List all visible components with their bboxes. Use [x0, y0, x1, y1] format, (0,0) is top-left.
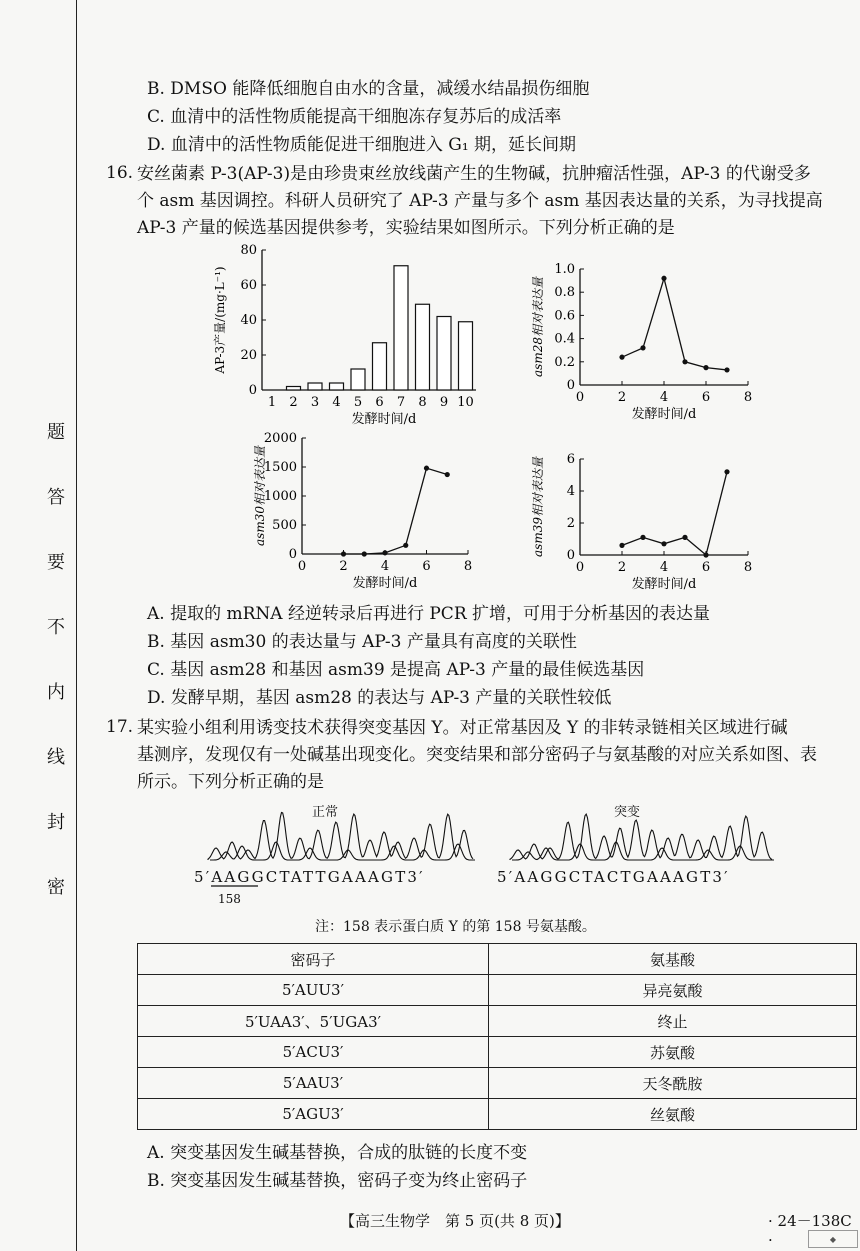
- table-row: [138, 1068, 857, 1099]
- margin-char: 要: [47, 552, 65, 573]
- table-header: 密码子: [138, 944, 489, 975]
- data-point: [703, 365, 708, 370]
- data-point: [362, 551, 367, 556]
- table-cell: 苏氨酸: [489, 1037, 857, 1068]
- chromatogram-trace: [512, 842, 774, 860]
- binding-margin-line: [76, 0, 77, 1251]
- x-tick-label: 4: [380, 559, 390, 574]
- table-header-row: [138, 944, 857, 975]
- margin-char: 答: [47, 487, 65, 508]
- y-tick-label: 0: [566, 548, 575, 563]
- data-point: [341, 551, 346, 556]
- q17-stem-line: 基测序，发现仅有一处碱基出现变化。突变结果和部分密码子与氨基酸的对应关系如图、表: [137, 745, 817, 765]
- data-point: [640, 535, 645, 540]
- y-tick-label: 2000: [263, 431, 297, 446]
- table-cell: 丝氨酸: [489, 1099, 857, 1130]
- x-tick-label: 4: [659, 560, 669, 575]
- y-tick-label: 4: [566, 484, 575, 499]
- footer-page-info: 【高三生物学 第 5 页(共 8 页)】: [340, 1212, 570, 1230]
- x-tick-label: 0: [575, 390, 585, 405]
- y-axis-label: asm28相对表达量: [531, 277, 545, 377]
- data-point: [724, 469, 729, 474]
- bar: [416, 304, 430, 390]
- data-point: [424, 466, 429, 471]
- margin-char: 题: [47, 422, 65, 443]
- series-line: [622, 472, 727, 555]
- footer-code: · 24－138C ·: [768, 1212, 852, 1249]
- margin-char: 线: [47, 747, 65, 768]
- bar: [287, 387, 301, 391]
- x-tick-label: 8: [743, 560, 753, 575]
- y-axis-label: AP-3产量/(mg·L⁻¹): [213, 266, 227, 374]
- x-tick-label: 2: [617, 560, 627, 575]
- x-tick-label: 4: [332, 395, 341, 410]
- q16-option-d: D. 发酵早期，基因 asm28 的表达与 AP-3 产量的关联性较低: [147, 688, 612, 708]
- series-line: [622, 278, 727, 370]
- x-tick-label: 1: [267, 395, 277, 410]
- data-point: [703, 552, 708, 557]
- x-tick-label: 9: [439, 395, 449, 410]
- normal-sequence: 5′AAGGCTATTGAAAGT3′: [194, 868, 425, 886]
- x-tick-label: 8: [463, 559, 473, 574]
- q17-option-b: B. 突变基因发生碱基替换，密码子变为终止密码子: [147, 1171, 528, 1191]
- y-tick-label: 0.4: [554, 331, 575, 347]
- data-point: [403, 543, 408, 548]
- y-tick-label: 1000: [263, 489, 297, 504]
- data-point: [661, 276, 666, 281]
- y-tick-label: 0.2: [554, 354, 575, 370]
- y-tick-label: 1500: [263, 460, 297, 475]
- y-tick-label: 60: [240, 278, 257, 293]
- amino-acid-marker: 158: [218, 892, 241, 906]
- x-axis-label: 发酵时间/d: [351, 412, 417, 427]
- bar: [330, 383, 344, 390]
- x-tick-label: 10: [457, 395, 474, 410]
- x-axis-label: 发酵时间/d: [631, 407, 697, 422]
- x-tick-label: 2: [289, 395, 298, 410]
- y-tick-label: 500: [272, 518, 297, 533]
- q17-stem-line: 某实验小组利用诱变技术获得突变基因 Y。对正常基因及 Y 的非转录链相关区域进行碱: [137, 718, 788, 738]
- q16-option-a: A. 提取的 mRNA 经逆转录后再进行 PCR 扩增，可用于分析基因的表达量: [147, 604, 711, 624]
- margin-char: 不: [47, 617, 65, 638]
- y-tick-label: 40: [240, 313, 257, 328]
- y-tick-label: 0.8: [554, 285, 575, 301]
- x-axis-label: 发酵时间/d: [352, 576, 418, 591]
- x-tick-label: 0: [297, 559, 307, 574]
- y-tick-label: 0.6: [554, 308, 575, 324]
- bar: [373, 343, 387, 390]
- data-point: [382, 550, 387, 555]
- q16-option-b: B. 基因 asm30 的表达量与 AP-3 产量具有高度的关联性: [147, 632, 577, 652]
- q17-stem-line: 所示。下列分析正确的是: [137, 772, 324, 792]
- margin-char: 密: [47, 877, 65, 898]
- x-tick-label: 0: [575, 560, 585, 575]
- table-cell: 5′AGU3′: [138, 1099, 489, 1130]
- y-tick-label: 0: [248, 383, 257, 398]
- x-axis-label: 发酵时间/d: [631, 577, 697, 592]
- data-point: [661, 541, 666, 546]
- q15-option-c: C. 血清中的活性物质能提高干细胞冻存复苏后的成活率: [147, 107, 562, 127]
- watermark-logo: ◆: [808, 1230, 858, 1248]
- q15-option-b: B. DMSO 能降低细胞自由水的含量，减缓水结晶损伤细胞: [147, 79, 590, 99]
- chromatogram-trace: [510, 814, 772, 860]
- q17-number: 17.: [106, 717, 134, 737]
- q16-stem-line: 个 asm 基因调控。科研人员研究了 AP-3 产量与多个 asm 基因表达量的关系，为寻找提高: [137, 191, 823, 211]
- q15-option-d: D. 血清中的活性物质能促进干细胞进入 G₁ 期，延长间期: [147, 135, 577, 155]
- series-line: [344, 468, 448, 554]
- codon-table: [137, 943, 857, 1130]
- table-cell: 终止: [489, 1006, 857, 1037]
- x-tick-label: 6: [701, 560, 711, 575]
- table-row: [138, 1099, 857, 1130]
- x-tick-label: 8: [418, 395, 427, 410]
- x-tick-label: 4: [659, 390, 669, 405]
- table-cell: 5′UAA3′、5′UGA3′: [138, 1006, 489, 1037]
- q16-stem-line: AP-3 产量的候选基因提供参考，实验结果如图所示。下列分析正确的是: [137, 218, 675, 238]
- data-point: [682, 359, 687, 364]
- table-cell: 5′AUU3′: [138, 975, 489, 1006]
- x-tick-label: 2: [617, 390, 627, 405]
- binding-margin-text: [44, 418, 68, 899]
- bar: [308, 383, 322, 390]
- mutant-label: 突变: [614, 805, 641, 820]
- table-cell: 天冬酰胺: [489, 1068, 857, 1099]
- bar: [459, 322, 473, 390]
- normal-label: 正常: [312, 805, 339, 820]
- x-tick-label: 6: [422, 559, 431, 574]
- margin-char: 封: [47, 812, 65, 833]
- table-cell: 异亮氨酸: [489, 975, 857, 1006]
- q16-stem-line: 安丝菌素 P-3(AP-3)是由珍贵束丝放线菌产生的生物碱，抗肿瘤活性强，AP-3 的代谢受多: [137, 164, 811, 184]
- chromatogram-trace: [208, 813, 473, 861]
- q16-option-c: C. 基因 asm28 和基因 asm39 是提高 AP-3 产量的最佳候选基因: [147, 660, 645, 680]
- y-axis-label: asm39相对表达量: [531, 457, 545, 557]
- q16-number: 16.: [106, 163, 134, 183]
- bar: [437, 317, 451, 391]
- data-point: [445, 472, 450, 477]
- figure-note: 注：158 表示蛋白质 Y 的第 158 号氨基酸。: [315, 919, 596, 935]
- data-point: [619, 355, 624, 360]
- q17-option-a: A. 突变基因发生碱基替换，合成的肽链的长度不变: [147, 1143, 528, 1163]
- y-tick-label: 20: [240, 348, 257, 363]
- table-row: [138, 1006, 857, 1037]
- data-point: [640, 345, 645, 350]
- x-tick-label: 5: [353, 395, 363, 410]
- y-tick-label: 0: [288, 547, 297, 562]
- data-point: [724, 367, 729, 372]
- table-header: 氨基酸: [489, 944, 857, 975]
- bar: [394, 266, 408, 390]
- y-tick-label: 2: [566, 516, 575, 531]
- x-tick-label: 6: [701, 390, 711, 405]
- margin-char: 内: [47, 682, 65, 703]
- table-row: [138, 975, 857, 1006]
- table-cell: 5′ACU3′: [138, 1037, 489, 1068]
- table-cell: 5′AAU3′: [138, 1068, 489, 1099]
- x-tick-label: 3: [310, 395, 320, 410]
- y-tick-label: 0: [566, 378, 575, 393]
- x-tick-label: 2: [339, 559, 348, 574]
- data-point: [619, 543, 624, 548]
- table-row: [138, 1037, 857, 1068]
- y-tick-label: 1.0: [554, 262, 575, 277]
- chromatogram-trace: [210, 842, 475, 860]
- x-tick-label: 7: [396, 395, 406, 410]
- y-tick-label: 80: [240, 243, 257, 258]
- x-tick-label: 6: [375, 395, 384, 410]
- y-tick-label: 6: [566, 452, 575, 467]
- y-axis-label: asm30相对表达量: [253, 446, 267, 546]
- x-tick-label: 8: [743, 390, 753, 405]
- bar: [351, 369, 365, 390]
- mutant-sequence: 5′AAGGCTACTGAAAGT3′: [497, 868, 730, 886]
- data-point: [682, 535, 687, 540]
